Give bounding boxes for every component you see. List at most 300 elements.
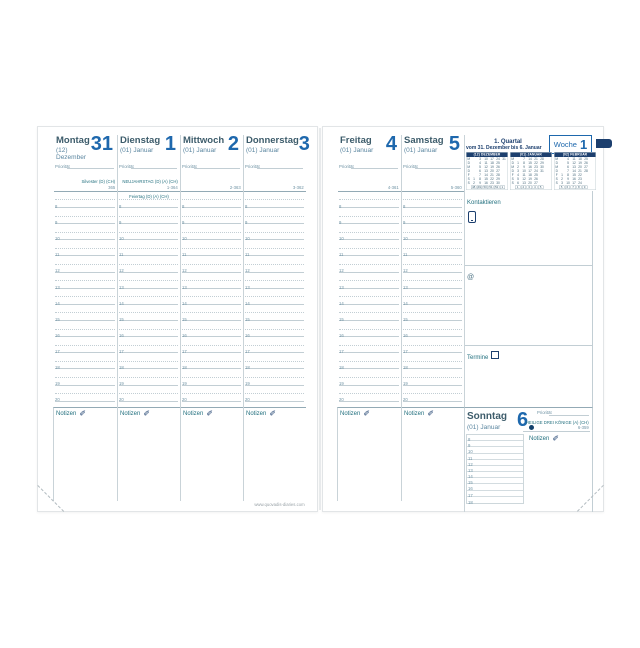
hour-slot[interactable] (119, 369, 178, 385)
hour-label: 12 (245, 268, 250, 274)
holiday-underline (523, 431, 590, 432)
notes-header (244, 407, 306, 419)
hour-slot[interactable] (245, 256, 304, 272)
notes-label: Notizen (56, 410, 77, 417)
day-title (340, 135, 373, 164)
hour-label: 15 (182, 316, 187, 322)
hour-slot[interactable] (182, 337, 241, 353)
mini-calendar-row: M 7 14 21 28 (511, 157, 544, 161)
day-big-number: 5 (448, 133, 460, 155)
hour-slot[interactable] (55, 289, 115, 305)
hour-label: 14 (182, 300, 187, 306)
day-title (56, 135, 91, 164)
hour-label: 15 (339, 316, 344, 322)
hour-slot[interactable] (182, 256, 241, 272)
hour-label: 12 (468, 461, 473, 467)
hour-label: 20 (182, 397, 187, 403)
day-of-year-count: 365 (107, 184, 115, 190)
hour-label: 18 (55, 365, 60, 371)
hour-label: 11 (119, 252, 124, 258)
hour-label: 17 (55, 349, 60, 355)
hour-label: 13 (119, 284, 124, 290)
hour-label: 8 (119, 203, 122, 209)
hour-label: 20 (55, 397, 60, 403)
day-column (401, 135, 464, 501)
day-title (404, 135, 444, 164)
day-header (54, 135, 117, 164)
hour-slot[interactable] (182, 321, 241, 337)
week-number: 1 (579, 137, 588, 152)
hour-slot[interactable] (339, 289, 399, 305)
binding-spine (319, 128, 321, 510)
day-title (120, 135, 160, 164)
hour-grid[interactable] (181, 192, 243, 407)
hour-slot[interactable] (339, 224, 399, 240)
hour-slot[interactable] (119, 386, 178, 402)
mini-calendar-row: F 4 11 18 25 (511, 173, 538, 177)
hour-label: 8 (403, 203, 406, 209)
hour-label: 17 (182, 349, 187, 355)
morning-notes-box[interactable] (54, 170, 117, 192)
hour-slot[interactable] (403, 273, 462, 289)
notes-area[interactable] (181, 419, 243, 501)
mini-calendar-row: S 2 9 16 23 (555, 177, 582, 181)
hour-slot[interactable] (245, 321, 304, 337)
hour-label: 12 (339, 268, 344, 274)
hour-label: 11 (245, 252, 250, 258)
day-date: (12) Dezember (56, 147, 86, 162)
priority-label: Priorität (182, 163, 197, 169)
hour-slot[interactable] (182, 386, 241, 402)
day-big-number: 31 (90, 133, 113, 155)
day-name: Samstag (404, 135, 444, 146)
hour-label: 20 (403, 397, 408, 403)
day-column (243, 133, 310, 501)
hour-label: 9 (403, 220, 406, 226)
hour-slot[interactable] (55, 305, 115, 321)
hour-label: 11 (55, 252, 60, 258)
hour-slot[interactable] (403, 353, 462, 369)
day-date: (01) Januar (467, 424, 501, 431)
hour-label: 8 (182, 203, 185, 209)
pencil-icon: ✐ (79, 408, 87, 418)
sunday-block (464, 407, 593, 512)
hour-slot[interactable] (403, 337, 462, 353)
right-day-columns (338, 135, 464, 501)
sunday-hour-row[interactable] (467, 497, 523, 503)
notes-header (402, 407, 464, 419)
hour-slot[interactable] (339, 337, 399, 353)
day-big-number: 3 (298, 133, 310, 155)
mini-calendar-row: D 4 11 18 25 (467, 161, 500, 165)
hour-slot[interactable] (403, 192, 462, 208)
notes-area[interactable] (53, 419, 117, 501)
hour-label: 15 (403, 316, 408, 322)
checkbox-icon (491, 351, 499, 359)
hour-label: 9 (182, 220, 185, 226)
priority-label: Priorität (55, 163, 70, 169)
hour-slot[interactable] (339, 369, 399, 385)
hour-label: 20 (339, 397, 344, 403)
hour-label: 16 (339, 333, 344, 339)
hour-slot[interactable] (245, 240, 304, 256)
mini-calendar-week-numbers: 48 49 50 51 52 1 (471, 186, 504, 189)
hour-label: 10 (182, 236, 187, 242)
day-column (54, 135, 117, 501)
holiday-name: NEUJAHRSTAG (D) (A) (CH) (122, 178, 178, 184)
hour-label: 8 (468, 437, 471, 443)
morning-notes-box[interactable] (118, 170, 180, 192)
mini-calendar-grid (510, 152, 552, 190)
mini-calendars (466, 152, 595, 190)
hour-slot[interactable] (119, 208, 178, 224)
hour-slot[interactable] (339, 305, 399, 321)
notes-area[interactable] (402, 419, 464, 501)
mini-calendar-row: D 1 8 15 22 29 (511, 161, 544, 165)
mini-calendar-grid (466, 152, 508, 190)
mini-calendar-row: M 3 10 17 24 31 (467, 157, 506, 161)
hour-label: 12 (182, 268, 187, 274)
hour-slot[interactable] (119, 224, 178, 240)
hour-label: 12 (403, 268, 408, 274)
hour-slot[interactable] (182, 192, 241, 208)
sunday-hour-grid[interactable] (466, 434, 524, 504)
week-to-label: bis 6. Januar (511, 145, 542, 151)
hour-slot[interactable] (339, 240, 399, 256)
hour-slot[interactable] (55, 369, 115, 385)
mini-calendar-row: F 7 14 21 28 (467, 173, 500, 177)
morning-notes-box[interactable] (338, 170, 401, 192)
hour-slot[interactable] (245, 208, 304, 224)
day-of-year-count: 3-362 (293, 184, 304, 190)
day-name: Dienstag (120, 135, 161, 146)
day-big-number: 2 (227, 133, 239, 155)
left-page (37, 126, 318, 512)
hour-slot[interactable] (119, 289, 178, 305)
hour-label: 18 (119, 365, 124, 371)
hour-label: 12 (55, 268, 60, 274)
website-url: www.quovadis-diaries.com (254, 501, 305, 507)
hour-slot[interactable] (119, 321, 178, 337)
day-name: Freitag (340, 135, 372, 146)
hour-grid[interactable] (54, 192, 117, 407)
hour-slot[interactable] (403, 305, 462, 321)
mini-calendar-row: S 3 10 17 24 (555, 181, 582, 185)
hour-label: 10 (339, 236, 344, 242)
week-thumb-tab[interactable] (596, 139, 612, 148)
hour-slot[interactable] (403, 224, 462, 240)
day-of-year-count: 4-361 (388, 184, 399, 190)
hour-label: 10 (119, 236, 124, 242)
pencil-icon: ✐ (427, 408, 435, 418)
hour-label: 12 (119, 268, 124, 274)
day-of-year-count: 2-363 (230, 184, 241, 190)
hour-label: 19 (403, 381, 408, 387)
hour-slot[interactable] (119, 273, 178, 289)
priority-label: Priorität (339, 163, 354, 169)
mini-calendar-row: D 3 10 17 24 31 (511, 169, 544, 173)
hour-label: 19 (339, 381, 344, 387)
morning-notes-box[interactable] (181, 170, 243, 192)
mini-calendar-grid (554, 152, 596, 190)
hour-label: 18 (182, 365, 187, 371)
hour-slot[interactable] (339, 386, 399, 402)
hour-label: 10 (245, 236, 250, 242)
hour-label: 14 (55, 300, 60, 306)
day-date: (01) Januar (120, 147, 154, 155)
mini-calendar (466, 152, 507, 190)
hour-grid[interactable] (244, 192, 306, 407)
notes-label: Notizen (529, 436, 550, 442)
holiday-name: Silvester (D) (CH) (81, 178, 115, 184)
hour-slot[interactable] (55, 256, 115, 272)
day-name: Donnerstag (246, 135, 299, 146)
mini-calendar (554, 152, 595, 190)
hour-label: 10 (468, 449, 473, 455)
hour-label: 14 (468, 474, 473, 480)
day-big-number: 1 (164, 133, 176, 155)
contact-label: Kontaktieren (467, 200, 501, 206)
hour-label: 16 (403, 333, 408, 339)
hour-label: 13 (182, 284, 187, 290)
hour-label: 9 (245, 220, 248, 226)
hour-slot[interactable] (182, 305, 241, 321)
hour-slot[interactable] (119, 256, 178, 272)
hour-label: 14 (245, 300, 250, 306)
hour-label: 16 (468, 486, 473, 492)
hour-slot[interactable] (403, 369, 462, 385)
mini-calendar-title: (01) JANUAR (511, 153, 552, 158)
phone-icon (468, 211, 476, 223)
day-date: (01) Januar (246, 147, 280, 155)
priority-line[interactable] (549, 415, 589, 416)
notes-label: Notizen (183, 410, 204, 417)
hour-label: 17 (119, 349, 124, 355)
hour-label: 13 (339, 284, 344, 290)
left-day-columns (54, 133, 310, 501)
day-of-year-count: 1-364 (167, 184, 178, 190)
hour-label: 17 (339, 349, 344, 355)
holiday-name: HEILIGE DREI KÖNIGE (A) (CH) (526, 420, 589, 425)
mini-calendar-row: S 2 9 16 23 30 (467, 181, 500, 185)
day-name: Mittwoch (183, 135, 225, 146)
hour-slot[interactable] (339, 192, 399, 208)
hour-slot[interactable] (403, 386, 462, 402)
hour-slot[interactable] (245, 273, 304, 289)
hour-label: 16 (245, 333, 250, 339)
hour-label: 14 (339, 300, 344, 306)
hour-slot[interactable] (55, 240, 115, 256)
hour-slot[interactable] (55, 353, 115, 369)
hour-label: 8 (245, 203, 248, 209)
hour-slot[interactable] (55, 208, 115, 224)
hour-label: 15 (119, 316, 124, 322)
hour-slot[interactable] (245, 224, 304, 240)
day-date: (01) Januar (404, 147, 438, 155)
contact-section[interactable] (465, 191, 593, 266)
notes-header (181, 407, 243, 419)
week-info-panel (464, 135, 593, 407)
hour-grid[interactable] (118, 192, 180, 407)
hour-label: 8 (339, 203, 342, 209)
hour-slot[interactable] (182, 369, 241, 385)
day-name: Montag (56, 135, 90, 146)
hour-label: 13 (403, 284, 408, 290)
mini-calendar-row: F 1 8 15 22 (555, 173, 582, 177)
notes-header (529, 435, 559, 443)
mini-calendar-title: (12) DEZEMBER (467, 153, 508, 158)
day-header (181, 135, 243, 164)
hour-label: 11 (403, 252, 408, 258)
pencil-icon: ✐ (269, 408, 277, 418)
day-header (402, 135, 464, 164)
hour-grid[interactable] (338, 192, 401, 407)
notes-header (53, 407, 117, 419)
mini-calendar-row: D 6 13 20 27 (467, 169, 500, 173)
hour-label: 9 (119, 220, 122, 226)
priority-label: Priorität (119, 163, 134, 169)
hour-label: 18 (403, 365, 408, 371)
hour-slot[interactable] (339, 256, 399, 272)
hour-label: 20 (245, 397, 250, 403)
hour-slot[interactable] (182, 224, 241, 240)
hour-slot[interactable] (245, 289, 304, 305)
mini-calendar-week-numbers: 1 2 3 4 5 (516, 186, 542, 189)
hour-label: 10 (403, 236, 408, 242)
hour-label: 10 (55, 236, 60, 242)
hour-label: 9 (55, 220, 58, 226)
week-word: Woche (553, 140, 577, 149)
hour-label: 19 (119, 381, 124, 387)
mini-calendar-row: S 5 12 19 26 (511, 177, 538, 181)
hour-label: 13 (245, 284, 250, 290)
day-date: (01) Januar (183, 147, 217, 155)
hour-slot[interactable] (339, 208, 399, 224)
hour-slot[interactable] (403, 208, 462, 224)
hour-label: 14 (403, 300, 408, 306)
notes-header (337, 407, 401, 419)
hour-label: 15 (245, 316, 250, 322)
hour-slot[interactable] (339, 321, 399, 337)
pencil-icon: ✐ (206, 408, 214, 418)
day-header (118, 135, 180, 164)
hour-slot[interactable] (55, 337, 115, 353)
mini-calendar-week-numbers: 5 6 7 8 9 (560, 186, 586, 189)
hour-slot[interactable] (182, 289, 241, 305)
hour-label: 11 (468, 455, 473, 461)
hour-slot[interactable] (403, 240, 462, 256)
day-column (117, 135, 180, 501)
hour-slot[interactable] (182, 208, 241, 224)
hour-slot[interactable] (119, 240, 178, 256)
mini-calendar-row: S 1 8 15 22 29 (467, 177, 500, 181)
hour-slot[interactable] (403, 321, 462, 337)
day-header (338, 135, 401, 164)
pencil-icon: ✐ (363, 408, 371, 418)
new-moon-icon (529, 425, 534, 430)
hour-slot[interactable] (119, 353, 178, 369)
mini-calendar-row: S 6 13 20 27 (511, 181, 538, 185)
hour-slot[interactable] (55, 224, 115, 240)
morning-notes-box[interactable] (244, 170, 306, 192)
hour-slot[interactable] (182, 273, 241, 289)
morning-notes-box[interactable] (402, 170, 464, 192)
hour-label: 11 (182, 252, 187, 258)
day-date: (01) Januar (340, 147, 374, 155)
hour-label: 15 (468, 480, 473, 486)
hour-slot[interactable] (119, 337, 178, 353)
hour-label: 9 (339, 220, 342, 226)
priority-label: Priorität (403, 163, 418, 169)
hour-label: 19 (245, 381, 250, 387)
hour-slot[interactable] (403, 289, 462, 305)
hour-slot[interactable] (339, 273, 399, 289)
hour-slot[interactable] (55, 273, 115, 289)
hour-slot[interactable] (339, 353, 399, 369)
day-big-number: 4 (385, 133, 397, 155)
appointments-label: Termine (467, 355, 489, 361)
hour-label: 16 (182, 333, 187, 339)
hour-label: 13 (55, 284, 60, 290)
hour-slot[interactable] (403, 256, 462, 272)
day-name: Sonntag (467, 411, 507, 422)
mini-calendar-row: D 7 14 21 28 (555, 169, 588, 173)
day-column (180, 135, 243, 501)
hour-slot[interactable] (55, 321, 115, 337)
day-header (244, 133, 310, 164)
hour-label: 14 (119, 300, 124, 306)
notes-area[interactable] (244, 419, 306, 501)
hour-slot[interactable] (55, 386, 115, 402)
hour-slot[interactable] (119, 305, 178, 321)
planner-spread (37, 126, 604, 512)
hour-label: 15 (55, 316, 60, 322)
hour-label: 18 (468, 499, 473, 505)
hour-label: 17 (245, 349, 250, 355)
hour-slot[interactable] (245, 353, 304, 369)
hour-slot[interactable] (245, 386, 304, 402)
day-title (246, 135, 299, 164)
week-from-label: vom 31. Dezember (466, 145, 510, 151)
hour-label: 19 (182, 381, 187, 387)
mini-calendar-row: M 5 12 19 26 (467, 165, 500, 169)
hour-label: 16 (55, 333, 60, 339)
mini-calendar-row: M 6 13 20 27 (555, 165, 588, 169)
notes-area[interactable] (118, 419, 180, 501)
right-page (322, 126, 604, 512)
hour-slot[interactable] (55, 192, 115, 208)
email-section[interactable] (465, 266, 593, 346)
hour-label: 17 (403, 349, 408, 355)
mini-calendar (510, 152, 551, 190)
hour-slot[interactable] (182, 240, 241, 256)
hour-slot[interactable] (245, 369, 304, 385)
notes-label: Notizen (120, 410, 141, 417)
hour-label: 18 (245, 365, 250, 371)
day-column (338, 135, 401, 501)
hour-label: 18 (339, 365, 344, 371)
appointments-section[interactable] (465, 346, 593, 407)
mini-calendar-row: D 5 12 19 26 (555, 161, 588, 165)
mini-calendar-title: (02) FEBRUAR (555, 153, 596, 158)
hour-slot[interactable] (245, 305, 304, 321)
hour-grid[interactable] (402, 192, 464, 407)
hour-slot[interactable] (245, 192, 304, 208)
hour-slot[interactable] (182, 353, 241, 369)
notes-header (118, 407, 180, 419)
notes-area[interactable] (337, 419, 401, 501)
hour-slot[interactable] (245, 337, 304, 353)
